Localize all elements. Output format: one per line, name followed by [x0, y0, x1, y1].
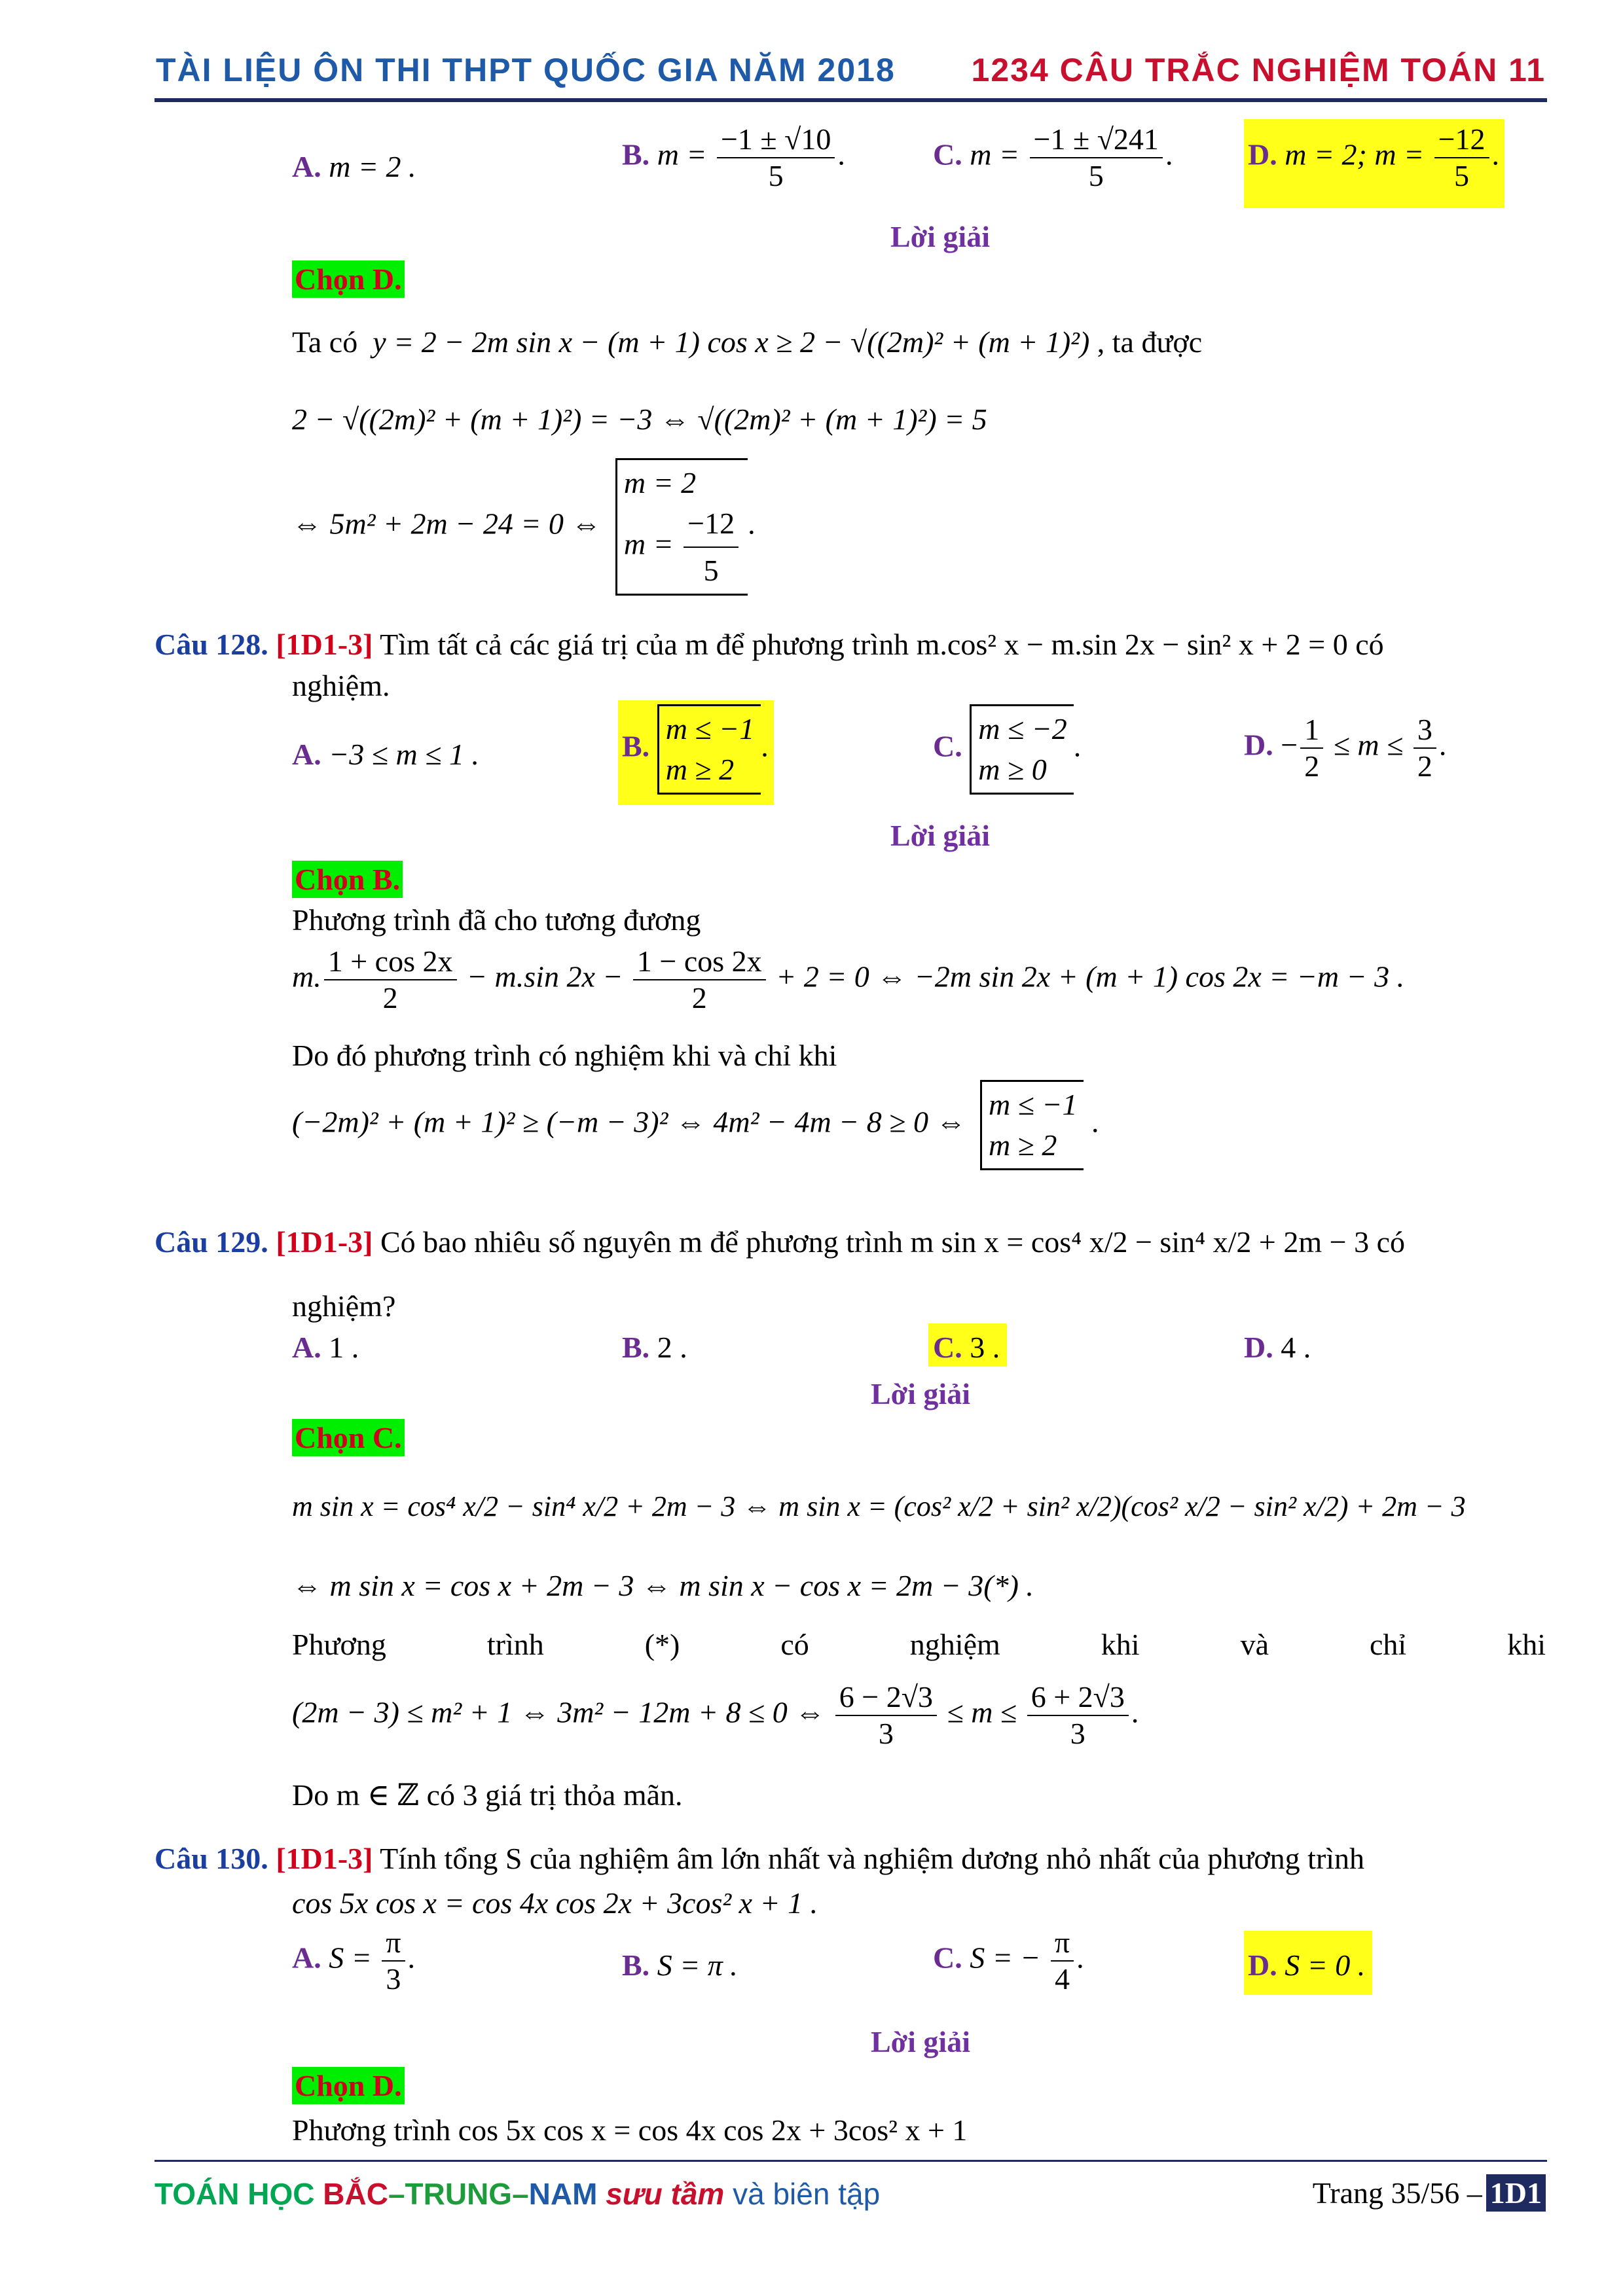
q129-line5: Do m ∈ ℤ có 3 giá trị thỏa mãn. — [292, 1778, 683, 1812]
q129-chosen: Chọn C. — [292, 1419, 405, 1456]
q129-line2: ⇔ m sin x = cos x + 2m − 3 ⇔ m sin x − cos x = 2m − 3(*) . — [292, 1569, 1034, 1602]
q130-option-a: A. S = $\frac{\pi}{3}$ . — [292, 1926, 416, 1996]
footer-page: Trang 35/56 – 1D1 — [1313, 2174, 1546, 2212]
q128-line2: m. $\frac{1 + \cos 2x}{2}$ − m.sin 2x − $\frac{1 - \cos 2x}{2}$ + 2 = 0 ⇔ −2m sin 2x + (m + 1) cos 2x = −m − 3 . — [292, 944, 1405, 1014]
footer-rule — [155, 2160, 1547, 2162]
q129-option-b: B. 2 . — [622, 1331, 687, 1364]
q129-line4: (2m − 3) ≤ m² + 1 ⇔ 3m² − 12m + 8 ≤ 0 ⇔ $\frac{6 - 2√3}{3}$ ≤ m ≤ $\frac{6 + 2√3}{3}$ . — [292, 1680, 1139, 1750]
q130-option-b: B. S = π . — [622, 1948, 738, 1982]
q130-chosen: Chọn D. — [292, 2067, 405, 2104]
q128-line1: Phương trình đã cho tương đương — [292, 903, 701, 937]
q127-option-c: C. m = $\frac{-1 \pm √241}{5}$ . — [933, 122, 1173, 192]
header-left-title: TÀI LIỆU ÔN THI THPT QUỐC GIA NĂM 2018 — [156, 52, 896, 88]
q127-option-b: B. m = $\frac{-1 \pm √10}{5}$ . — [622, 122, 845, 192]
q127-option-d: D. m = 2; m = $\frac{-12}{5}$ . — [1248, 122, 1500, 192]
q128-chosen: Chọn B. — [292, 861, 403, 898]
q128-option-b: B. m ≤ −1 m ≥ 2. — [622, 704, 769, 795]
header-rule — [155, 98, 1547, 102]
q129-question: Câu 129. [1D1-3] Có bao nhiêu số nguyên m để phương trình m sin x = cos⁴ x/2 − sin⁴ x/2 + 2m − 3 có — [155, 1225, 1406, 1259]
q129-line3: Phương trình (*) có nghiệm khi và chỉ khi — [292, 1628, 1546, 1661]
q129-question-cont: nghiệm? — [292, 1289, 396, 1323]
q127-line2: 2 − √((2m)² + (m + 1)²) = −3 ⇔ √((2m)² + (m + 1)²) = 5 — [292, 403, 987, 436]
header-right-title: 1234 CÂU TRẮC NGHIỆM TOÁN 11 — [971, 52, 1546, 88]
q130-option-d: D. S = 0 . — [1248, 1948, 1366, 1982]
q128-option-d: D. − $\frac{1}{2}$ ≤ m ≤ $\frac{3}{2}$ . — [1244, 713, 1447, 783]
q127-line3: ⇔ 5m² + 2m − 24 = 0 ⇔ m = 2 m = $\frac{-12}{5}$ . — [292, 458, 756, 596]
q130-solution-heading: Lời giải — [871, 2025, 970, 2058]
q128-solution-heading: Lời giải — [890, 819, 990, 852]
q128-line4: (−2m)² + (m + 1)² ≥ (−m − 3)² ⇔ 4m² − 4m − 8 ≥ 0 ⇔ m ≤ −1 m ≥ 2 . — [292, 1080, 1099, 1170]
q127-solution-heading: Lời giải — [890, 220, 990, 253]
q129-solution-heading: Lời giải — [871, 1377, 970, 1410]
q129-option-c: C. 3 . — [933, 1331, 1000, 1364]
q128-option-c: C. m ≤ −2 m ≥ 0. — [933, 704, 1081, 795]
q130-line1: Phương trình cos 5x cos x = cos 4x cos 2x + 3cos² x + 1 — [292, 2113, 968, 2147]
q129-option-d: D. 4 . — [1244, 1331, 1311, 1364]
q129-option-a: A. 1 . — [292, 1331, 359, 1364]
q130-option-c: C. S = − $\frac{\pi}{4}$ . — [933, 1926, 1084, 1996]
q128-question: Câu 128. [1D1-3] Tìm tất cả các giá trị của m để phương trình m.cos² x − m.sin 2x − sin² x + 2 = 0 có — [155, 628, 1384, 661]
q128-question-cont: nghiệm. — [292, 669, 390, 702]
q128-option-a: A. −3 ≤ m ≤ 1 . — [292, 738, 479, 771]
q127-option-a: A. m = 2 . — [292, 150, 416, 183]
q130-question-cont: cos 5x cos x = cos 4x cos 2x + 3cos² x + 1 . — [292, 1886, 818, 1920]
q130-question: Câu 130. [1D1-3] Tính tổng S của nghiệm âm lớn nhất và nghiệm dương nhỏ nhất của phương trình — [155, 1842, 1365, 1875]
footer-chapter-code: 1D1 — [1486, 2174, 1546, 2212]
q127-chosen: Chọn D. — [292, 260, 405, 298]
q129-line1: m sin x = cos⁴ x/2 − sin⁴ x/2 + 2m − 3 ⇔ m sin x = (cos² x/2 + sin² x/2)(cos² x/2 − sin² x/2) + 2m − 3 — [292, 1490, 1466, 1522]
q127-line1: Ta có y = 2 − 2m sin x − (m + 1) cos x ≥ 2 − √((2m)² + (m + 1)²) , ta được — [292, 325, 1203, 359]
footer-left: TOÁN HỌC BẮC–TRUNG–NAM sưu tầm và biên tập — [155, 2177, 881, 2211]
q128-line3: Do đó phương trình có nghiệm khi và chỉ khi — [292, 1039, 837, 1072]
